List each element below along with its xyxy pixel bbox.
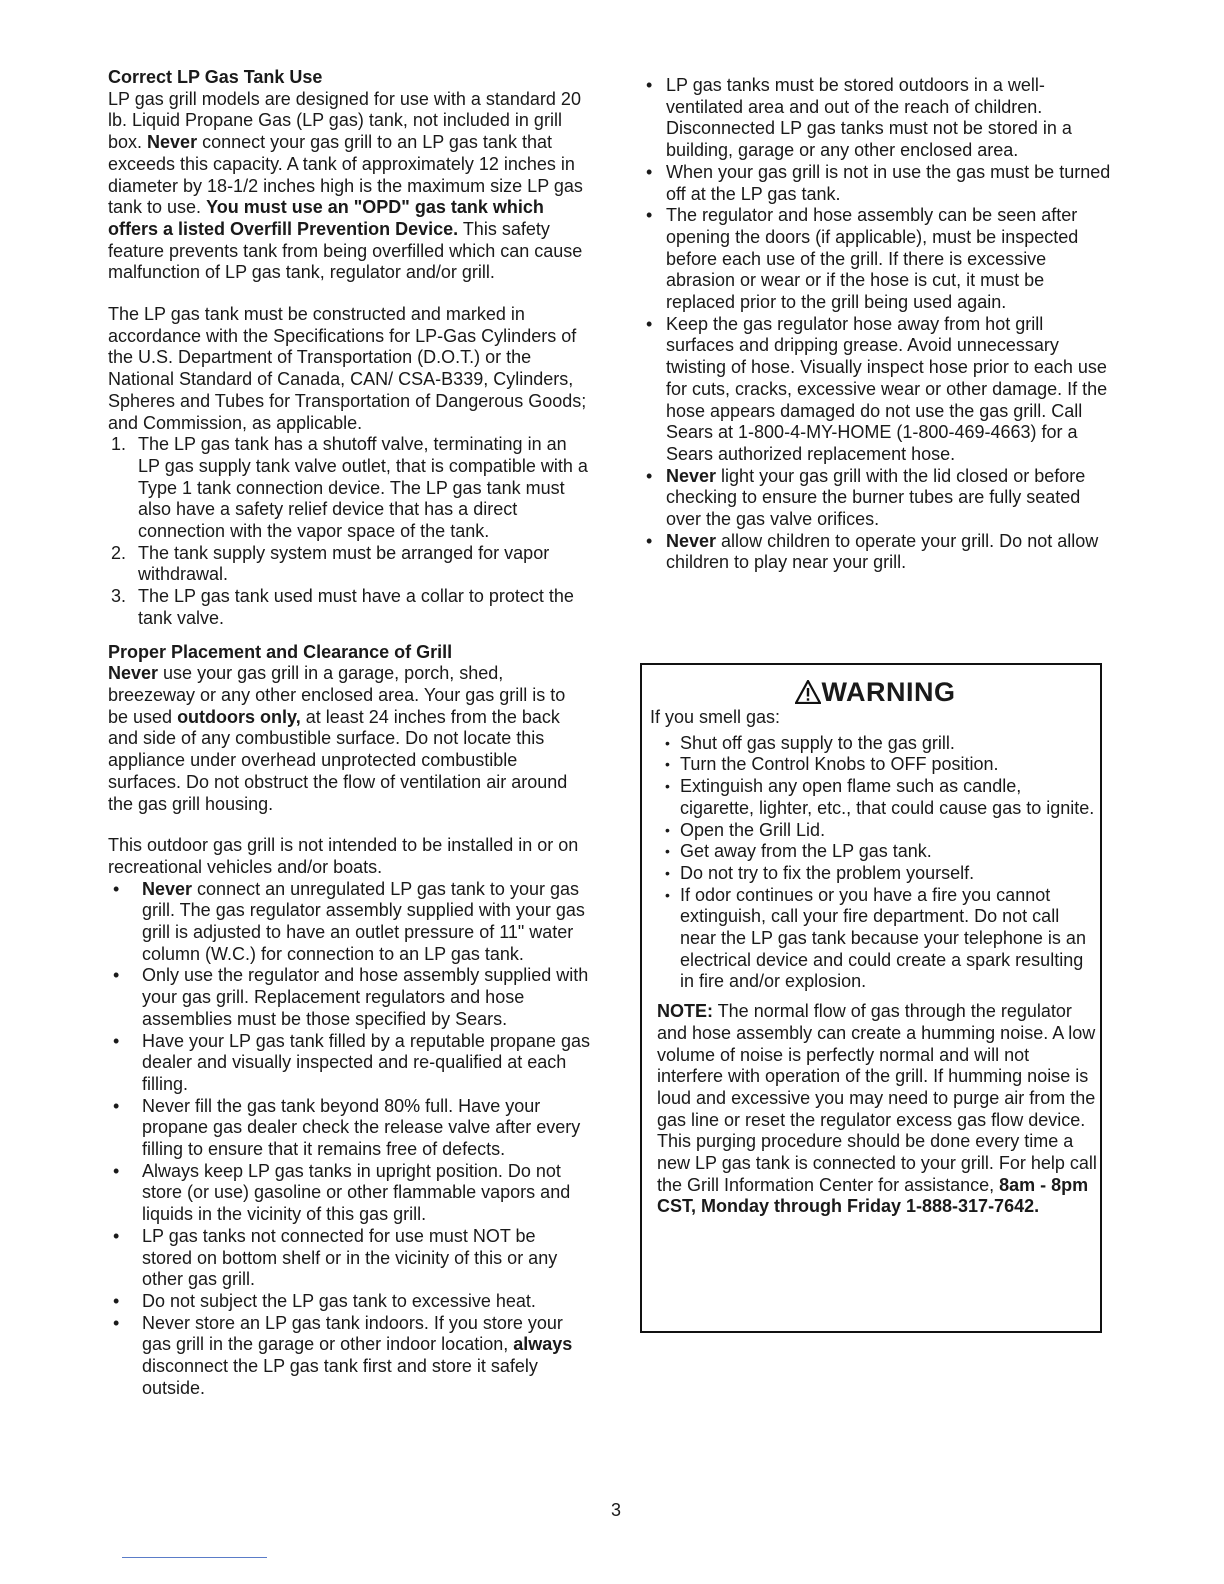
- list-item: • Have your LP gas tank filled by a reputable propane gas dealer and visually inspected and re-qualified at each filling.: [113, 1030, 590, 1094]
- left-column: [108, 67, 590, 1399]
- list-item: • Never fill the gas tank beyond 80% full. Have your propane gas dealer check the release valve after every filling to ensure that it remains free of defects.: [113, 1095, 581, 1160]
- placement-paragraph: Never use your gas grill in a garage, porch, shed, breezeway or any other enclosed area. Your gas grill is to be used outdoors only, at least 24 inches from the back and side of any combustible surface. Do not locate this appliance under overhead unprotected combustible surfaces. Do not obstruct the flow of ventilation air around the gas grill housing.: [108, 663, 568, 814]
- page-number: 3: [610, 1500, 621, 1520]
- list-item: • Never light your gas grill with the lid closed or before checking to ensure the burner tubes are fully seated over the gas valve orifices.: [646, 465, 1086, 530]
- outdoor-paragraph: This outdoor gas grill is not intended to be installed in or on recreational vehicles and/or boats.: [108, 835, 579, 877]
- list-item: • Always keep LP gas tanks in upright position. Do not store (or use) gasoline or other flammable vapors and liquids in the vicinity of this gas grill.: [113, 1160, 571, 1225]
- list-item: • The regulator and hose assembly can be seen after opening the doors (if applicable), must be inspected before each use of the grill. If there is excessive abrasion or wear or if the hose is cut, it must be replaced prior to the grill being used again.: [646, 205, 1079, 313]
- list-item: • Only use the regulator and hose assembly supplied with your gas grill. Replacement regulators and hose assemblies must be those specified by Sears.: [113, 965, 589, 1029]
- construction-paragraph: The LP gas tank must be constructed and marked in accordance with the Specifications for LP-Gas Cylinders of the U.S. Department of Transportation (D.O.T.) or the National Standard of Canada, CAN/ CSA-B339, Cylinders, Spheres and Tubes for Transportation of Dangerous Goods; and Commission, as applicable.: [108, 304, 587, 433]
- placement-heading: Proper Placement and Clearance of Grill: [108, 641, 453, 662]
- storage-bullet-list: [644, 75, 1116, 574]
- list-item: • If odor continues or you have a fire you cannot extinguish, call your fire department. Do not call near the LP gas tank because your telephone is an electrical device and could create a spark resulting in fire and/or explosion.: [665, 884, 1086, 992]
- list-item: • When your gas grill is not in use the gas must be turned off at the LP gas tank.: [646, 161, 1111, 204]
- footer-rule: [122, 1557, 267, 1558]
- list-item: • Do not subject the LP gas tank to excessive heat.: [113, 1290, 536, 1311]
- safety-bullet-list: [108, 879, 590, 1400]
- list-item: • Keep the gas regulator hose away from hot grill surfaces and dripping grease. Avoid unnecessary twisting of hose. Visually inspect hose prior to each use for cuts, cracks, excessive wear or other damage. If the hose appears damaged do not use the gas grill. Call Sears at 1-800-4-MY-HOME (1-800-469-4663) for a Sears authorized replacement hose.: [646, 313, 1108, 464]
- list-item: • LP gas tanks not connected for use must NOT be stored on bottom shelf or in the vicinity of this or any other gas grill.: [113, 1225, 558, 1290]
- list-item: 3. The LP gas tank used must have a collar to protect the tank valve.: [111, 586, 574, 628]
- tank-use-paragraph: LP gas grill models are designed for use with a standard 20 lb. Liquid Propane Gas (LP gas) tank, not included in grill box. Never connect your gas grill to an LP gas tank that exceeds this capacity. A tank of approximately 12 inches in diameter by 18-1/2 inches high is the maximum size LP gas tank to use. You must use an "OPD" gas tank which offers a listed Overfill Prevention Device. This safety feature prevents tank from being overfilled which can cause malfunction of LP gas tank, regulator and/or grill.: [108, 88, 583, 283]
- list-item: • Never connect an unregulated LP gas tank to your gas grill. The gas regulator assembly supplied with your gas grill is adjusted to have an outlet pressure of 11" water column (W.C.) for connection to an LP gas tank.: [113, 878, 585, 964]
- warning-triangle-icon: [795, 680, 821, 704]
- list-item: • Never allow children to operate your grill. Do not allow children to play near your grill.: [646, 530, 1099, 573]
- list-item: • Turn the Control Knobs to OFF position.: [665, 754, 999, 775]
- list-item: • LP gas tanks must be stored outdoors in a well-ventilated area and out of the reach of children. Disconnected LP gas tanks must not be stored in a building, garage or any other enclosed area.: [646, 75, 1072, 161]
- list-item: • Open the Grill Lid.: [665, 819, 826, 840]
- warning-box: [640, 663, 1102, 1333]
- list-item: • Extinguish any open flame such as candle, cigarette, lighter, etc., that could cause gas to ignite.: [665, 776, 1095, 818]
- warning-title: WARNING: [650, 677, 1100, 707]
- tank-use-heading: Correct LP Gas Tank Use: [108, 67, 323, 87]
- list-item: • Never store an LP gas tank indoors. If you store your gas grill in the garage or other indoor location, always disconnect the LP gas tank first and store it safely outside.: [113, 1312, 573, 1398]
- tank-requirements-list: [108, 434, 590, 629]
- right-column: [644, 75, 1116, 574]
- list-item: • Do not try to fix the problem yourself.: [665, 862, 975, 883]
- list-item: • Get away from the LP gas tank.: [665, 841, 932, 862]
- list-item: 2. The tank supply system must be arranged for vapor withdrawal.: [111, 542, 550, 585]
- list-item: 1. The LP gas tank has a shutoff valve, terminating in an LP gas supply tank valve outlet, that is compatible with a Type 1 tank connection device. The LP gas tank must also have a safety relief device that has a direct connection with the vapor space of the tank.: [111, 434, 588, 542]
- note-paragraph: NOTE: The normal flow of gas through the regulator and hose assembly can create a humming noise. A low volume of noise is perfectly normal and will not interfere with operation of the grill. If humming noise is loud and excessive you may need to purge air from the gas line or reset the regulator excess gas flow device. This purging procedure should be done every time a new LP gas tank is connected to your grill. For help call the Grill Information Center for assistance, 8am - 8pm CST, Monday through Friday 1-888-317-7642.: [657, 1001, 1097, 1217]
- warning-list: [650, 733, 1100, 993]
- warning-intro: If you smell gas:: [650, 707, 781, 727]
- list-item: • Shut off gas supply to the gas grill.: [665, 732, 955, 753]
